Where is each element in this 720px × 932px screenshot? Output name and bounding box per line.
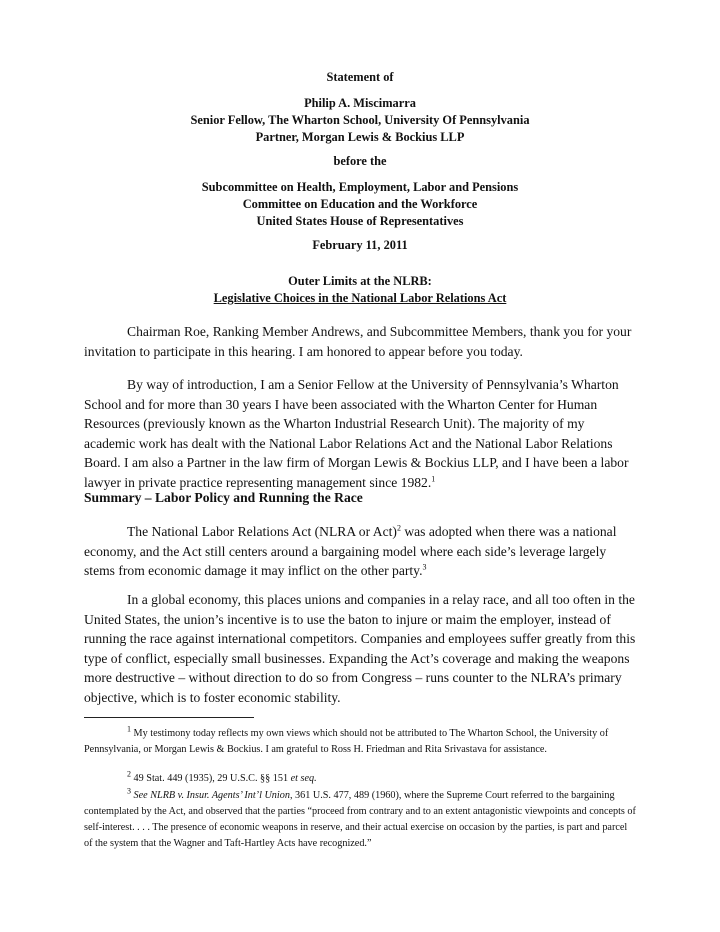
footnote-3 bbox=[84, 788, 636, 852]
paragraph-4-text: In a global economy, this places unions and companies in a relay race, and all too often in the United States, the union’s incentive is to use the baton to injure or maim the employer, instead of running the race against international competitors. Companies and employees suffer greatly from this type of conflict, especially small businesses. Expanding the Act’s coverage and making the weapons more destructive – without direction to do so from Congress – runs counter to the NLRA’s primary objective, which is to foster economic stability. bbox=[84, 592, 636, 705]
paragraph-2-text: By way of introduction, I am a Senior Fellow at the University of Pennsylvania’s Wharton School and for more than 30 years I have been associated with the Wharton Center for Human Resources (previously known as the Wharton Industrial Research Unit). The majority of my academic work has dealt with the National Labor Relations Act and the National Labor Relations Board. I am also a Partner in the law firm of Morgan Lewis & Bockius LLP, and I have been a labor lawyer in private practice representing management since 1982. bbox=[84, 377, 629, 490]
paragraph-1-text: Chairman Roe, Ranking Member Andrews, and Subcommittee Members, thank you for your invitation to participate in this hearing. I am honored to appear before you today. bbox=[84, 324, 632, 359]
footnote-1 bbox=[84, 726, 636, 758]
footnote-2-italic: et seq. bbox=[290, 773, 317, 784]
document-date: February 11, 2011 bbox=[312, 238, 408, 252]
footnote-3-body bbox=[84, 788, 636, 852]
footnote-ref-1: 1 bbox=[431, 474, 436, 484]
paragraph-1 bbox=[84, 322, 636, 361]
author-title-partner: Partner, Morgan Lewis & Bockius LLP bbox=[255, 130, 465, 144]
statement-label: Statement of bbox=[326, 70, 394, 84]
footnote-1-body bbox=[84, 726, 636, 758]
document-subtitle-line bbox=[0, 290, 720, 307]
paragraph-4 bbox=[84, 590, 636, 708]
committee-name: Committee on Education and the Workforce bbox=[242, 197, 478, 211]
footnote-2-text: 49 Stat. 449 (1935), 29 U.S.C. §§ 151 bbox=[131, 773, 291, 784]
paragraph-3-body bbox=[84, 522, 636, 581]
paragraph-3-text-a: The National Labor Relations Act (NLRA or Act) bbox=[127, 524, 397, 539]
author-title-wharton: Senior Fellow, The Wharton School, University Of Pennsylvania bbox=[190, 113, 530, 127]
footnote-1-mark: 1 bbox=[127, 724, 131, 734]
section-heading: Summary – Labor Policy and Running the Race bbox=[84, 490, 363, 505]
footnote-2 bbox=[84, 771, 636, 787]
footnote-divider bbox=[84, 717, 254, 718]
author-name: Philip A. Miscimarra bbox=[304, 96, 416, 110]
before-the-label: before the bbox=[333, 154, 387, 168]
footnote-3-mark: 3 bbox=[127, 786, 131, 796]
paragraph-2 bbox=[84, 375, 636, 493]
footnote-ref-2: 2 bbox=[396, 523, 401, 533]
footnote-2-body bbox=[84, 771, 636, 787]
document-subtitle: Legislative Choices in the National Labor Relations Act bbox=[213, 291, 507, 305]
footnote-ref-3: 3 bbox=[422, 562, 427, 572]
footnote-3-text: , 361 U.S. 477, 489 (1960), where the Supreme Court referred to the bargaining contemplated by the Act, and observed that the parties “proceed from contrary and to an extent antagonistic viewpoints and concepts of self-interest. . . . The presence of economic weapons in reserve, and their actual exercise on occasion by the parties, is part and parcel of the system that the Wagner and Taft-Hartley Acts have recognized.” bbox=[84, 790, 636, 849]
paragraph-3 bbox=[84, 522, 636, 581]
paragraph-3-text-b: was adopted when there was a national economy, and the Act still centers around a bargaining model where each side’s leverage largely stems from economic damage it may inflict on the other party. bbox=[84, 524, 617, 579]
footnote-1-text: My testimony today reflects my own views which should not be attributed to The Wharton School, the University of Pennsylvania, or Morgan Lewis & Bockius. I am grateful to Ross H. Friedman and Rita Srivastava for assistance. bbox=[84, 728, 609, 755]
subcommittee-name: Subcommittee on Health, Employment, Labor and Pensions bbox=[201, 180, 519, 194]
paragraph-2-body bbox=[84, 375, 636, 493]
document-title: Outer Limits at the NLRB: bbox=[288, 274, 432, 288]
house-name: United States House of Representatives bbox=[256, 214, 464, 228]
footnote-2-mark: 2 bbox=[127, 769, 131, 779]
footnote-3-italic: See NLRB v. Insur. Agents’ Int’l Union bbox=[131, 790, 290, 801]
